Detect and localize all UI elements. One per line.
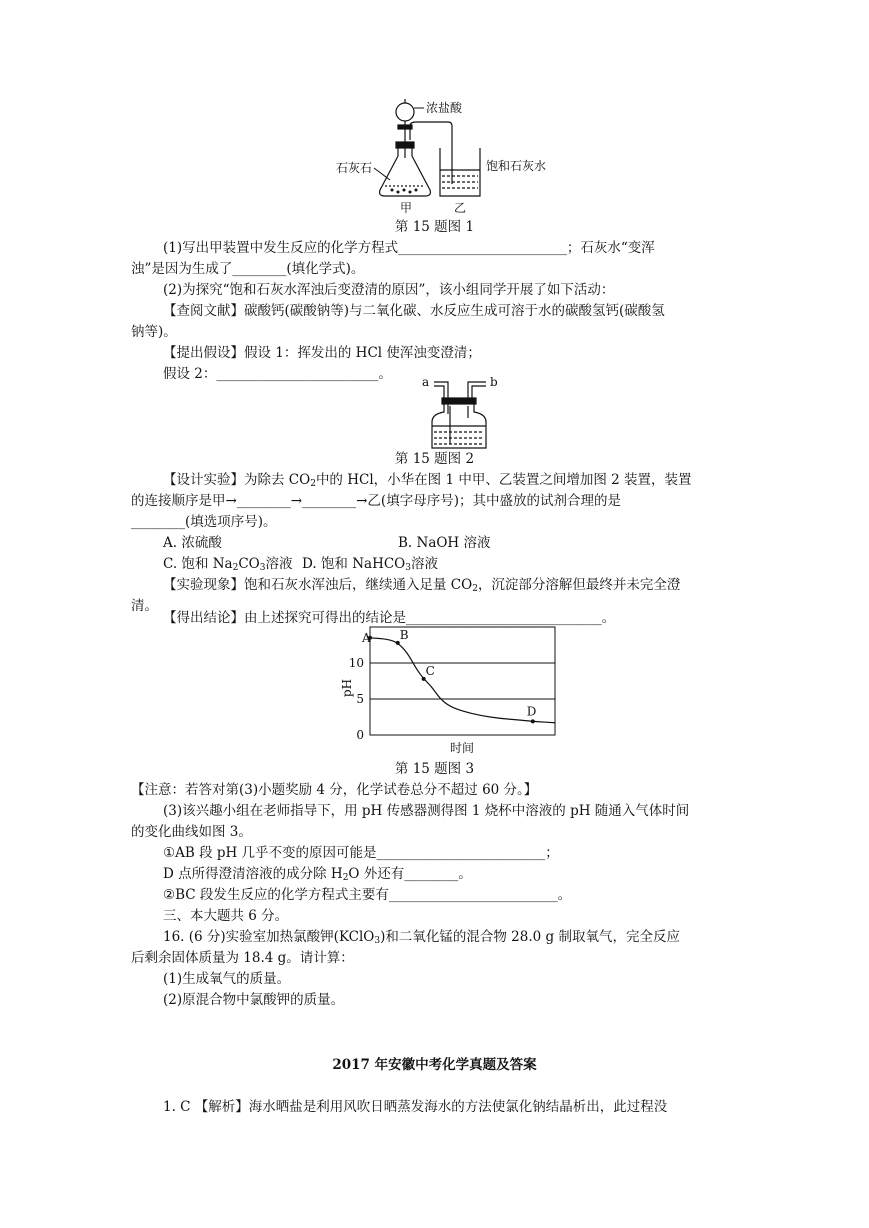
hypothesis-1: 【提出假设】假设 1：挥发出的 HCl 使浑浊变澄清； — [163, 345, 481, 361]
figure-3-caption: 第 15 题图 3 — [394, 761, 475, 777]
option-a: A. 浓硫酸 — [163, 535, 222, 551]
q16-line-1: 16. (6 分)实验室加热氯酸钾(KClO$_3$)和二氧化锰的混合物 28.0 g 制取氧气，完全反应 — [163, 929, 680, 946]
label-yi: 乙 — [454, 201, 467, 215]
limestone-pieces — [391, 189, 418, 194]
label-jia: 甲 — [400, 201, 413, 215]
conclusion: 【得出结论】由上述探究可得出的结论是_____________________________。 — [163, 610, 616, 626]
answers-title: 2017 年安徽中考化学真题及答案 — [332, 1057, 537, 1073]
q16-line-4: (2)原混合物中氯酸钾的质量。 — [163, 992, 345, 1008]
option-c: C. 饱和 $Na_2CO_3$溶液 — [163, 556, 293, 573]
figure-2-caption: 第 15 题图 2 — [394, 451, 475, 467]
point-label-A: A — [362, 630, 371, 645]
x-axis-label: 时间 — [449, 741, 475, 755]
point-label-C: C — [425, 663, 435, 678]
label-acid: 浓盐酸 — [426, 101, 463, 115]
q2-intro: (2)为探究“饱和石灰水浑浊后变澄清的原因”，该小组同学开展了如下活动： — [163, 282, 615, 298]
y-tick-labels — [349, 656, 364, 742]
label-limestone: 石灰石 — [336, 161, 373, 175]
ph-points — [361, 628, 536, 723]
design-line-2: 的连接顺序是甲→________→________→乙(填字母序号)；其中盛放的试剂合理的是 — [131, 493, 621, 509]
design-line-3: ________(填选项序号)。 — [131, 514, 277, 530]
y-axis-label: pH — [340, 678, 354, 698]
phenomenon-line-1: 【实验现象】饱和石灰水浑浊后，继续通入足量 $CO_2$，沉淀部分溶解但最终并未完全澄 — [163, 577, 681, 594]
option-d: D. 饱和 NaHCO$_3$溶液 — [302, 556, 438, 573]
q3-line-1: (3)该兴趣小组在老师指导下，用 pH 传感器测得图 1 烧杯中溶液的 pH 随通入气体时间 — [163, 803, 690, 819]
figure-2-wash-bottle — [420, 374, 500, 452]
note: 【注意：若答对第(3)小题奖励 4 分，化学试卷总分不超过 60 分。】 — [131, 782, 538, 798]
label-limewater: 饱和石灰水 — [486, 159, 547, 173]
q3-line-3: ①AB 段 pH 几乎不变的原因可能是_________________________； — [163, 845, 559, 861]
design-line-1: 【设计实验】为除去 $CO_2$中的 HCl，小华在图 1 中甲、乙装置之间增加图 2 装置，装置 — [163, 472, 692, 489]
chart-grid — [370, 663, 555, 699]
point-label-B: B — [399, 627, 409, 642]
beaker — [440, 148, 480, 196]
q1-line-2: 浊”是因为生成了________(填化学式)。 — [131, 261, 365, 277]
literature-line-2: 钠等)。 — [131, 324, 177, 340]
answers-line-1: 1. C 【解析】海水晒盐是利用风吹日晒蒸发海水的方法使氯化钠结晶析出，此过程没 — [163, 1099, 668, 1115]
y-tick-0: 0 — [356, 728, 364, 742]
ph-chart — [335, 622, 575, 762]
section-3-heading: 三、本大题共 6 分。 — [163, 908, 289, 924]
separatory-funnel — [396, 99, 414, 158]
q16-line-3: (1)生成氧气的质量。 — [163, 971, 291, 987]
literature-line-1: 【查阅文献】碳酸钙(碳酸钠等)与二氧化碳、水反应生成可溶于水的碳酸氢钙(碳酸氢 — [163, 303, 665, 319]
q3-line-4: D 点所得澄清溶液的成分除 $H_2O$ 外还有________。 — [163, 866, 472, 883]
point-D — [531, 719, 535, 723]
port-a-label: a — [422, 375, 430, 389]
phenomenon-line-2: 清。 — [131, 598, 158, 614]
figure-1-caption: 第 15 题图 1 — [394, 219, 475, 235]
q3-line-5: ②BC 段发生反应的化学方程式主要有_________________________。 — [163, 887, 572, 903]
q1-line-1: (1)写出甲装置中发生反应的化学方程式_________________________；石灰水“变浑 — [163, 240, 655, 256]
figure-1-apparatus — [330, 98, 580, 218]
option-b: B. NaOH 溶液 — [398, 535, 491, 551]
q16-line-2: 后剩余固体质量为 18.4 g。请计算： — [131, 950, 354, 966]
conical-flask — [380, 122, 452, 196]
y-tick-5: 5 — [356, 692, 364, 706]
port-b-label: b — [490, 375, 498, 389]
q3-line-2: 的变化曲线如图 3。 — [131, 824, 252, 840]
point-label-D: D — [526, 704, 537, 719]
y-tick-10: 10 — [348, 656, 364, 670]
hypothesis-2: 假设 2：________________________。 — [163, 366, 392, 382]
